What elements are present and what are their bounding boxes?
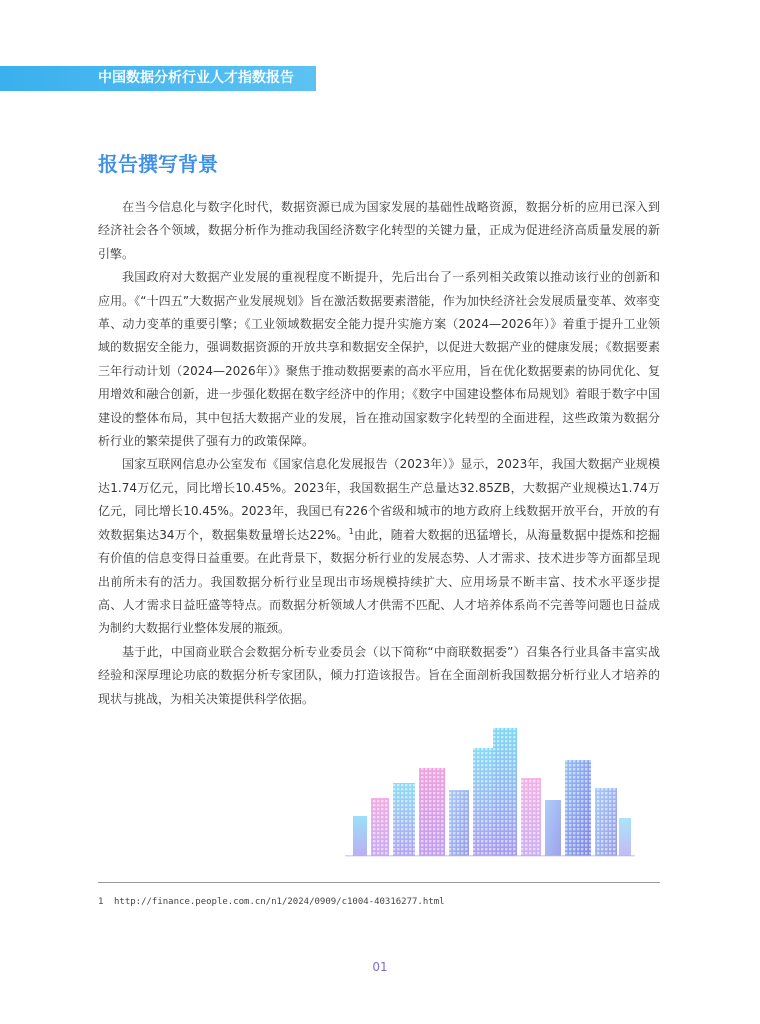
page-number: 01: [372, 960, 388, 974]
section-title: 报告撰写背景: [98, 152, 218, 176]
paragraph-3-text-a: 国家互联网信息办公室发布《国家信息化发展报告（2023年）》显示，2023年，我国大数据产业规模达1.74万亿元，同比增长10.45%。2023年，我国数据生产总量达32.85ZB，大数据产业规模达1.74万亿元，同比增长10.45%。2023年，我国已有226个省级和城市的地方政府上线数据开放平台，开放的有效数据集达34万个，数据集数量增长达22%。: [98, 457, 660, 542]
paragraph-3: [98, 453, 660, 640]
body-text: [98, 196, 660, 711]
footnote: [98, 897, 445, 907]
paragraph-4: 基于此，中国商业联合会数据分析专业委员会（以下简称“中商联数据委”）召集各行业具备丰富实战经验和深厚理论功底的数据分析专家团队，倾力打造该报告。旨在全面剖析我国数据分析行业人才培养的现状与挑战，为相关决策提供科学依据。: [98, 644, 660, 706]
paragraph-3-text-b: 由此，随着大数据的迅猛增长，从海量数据中提炼和挖掘有价值的信息变得日益重要。在此背景下，数据分析行业的发展态势、人才需求、技术进步等方面都呈现出前所未有的活力。我国数据分析行业呈现出市场规模持续扩大、应用场景不断丰富、技术水平逐步提高、人才需求日益旺盛等特点。而数据分析领域人才供需不匹配、人才培养体系尚不完善等问题也日益成为制约大数据行业整体发展的瓶颈。: [98, 527, 660, 636]
footnote-number: 1: [98, 897, 104, 907]
footnote-divider: [98, 882, 660, 883]
city-skyline-icon: [345, 728, 635, 858]
paragraph-2: 我国政府对大数据产业发展的重视程度不断提升，先后出台了一系列相关政策以推动该行业的创新和应用。《“十四五”大数据产业发展规划》旨在激活数据要素潜能，作为加快经济社会发展质量变革、效率变革、动力变革的重要引擎；《工业领域数据安全能力提升实施方案（2024—2026年）》着重于提升工业领域的数据安全能力，强调数据资源的开放共享和数据安全保护，以促进大数据产业的健康发展；《数据要素三年行动计划（2024—2026年）》聚焦于推动数据要素的高水平应用，旨在优化数据要素的协同优化、复用增效和融合创新，进一步强化数据在数字经济中的作用；《数字中国建设整体布局规划》着眼于数字中国建设的整体布局，其中包括大数据产业的发展，旨在推动国家数字化转型的全面进程，这些政策为数据分析行业的繁荣提供了强有力的政策保障。: [98, 270, 660, 449]
footnote-ref[interactable]: 1: [348, 526, 354, 536]
footnote-link[interactable]: http://finance.people.com.cn/n1/2024/0909/c1004-40316277.html: [114, 897, 445, 907]
report-title: 中国数据分析行业人才指数报告: [98, 70, 294, 86]
paragraph-1: 在当今信息化与数字化时代，数据资源已成为国家发展的基础性战略资源，数据分析的应用已深入到经济社会各个领域，数据分析作为推动我国经济数字化转型的关键力量，正成为促进经济高质量发展的新引擎。: [98, 200, 660, 261]
header-band: [0, 66, 316, 91]
